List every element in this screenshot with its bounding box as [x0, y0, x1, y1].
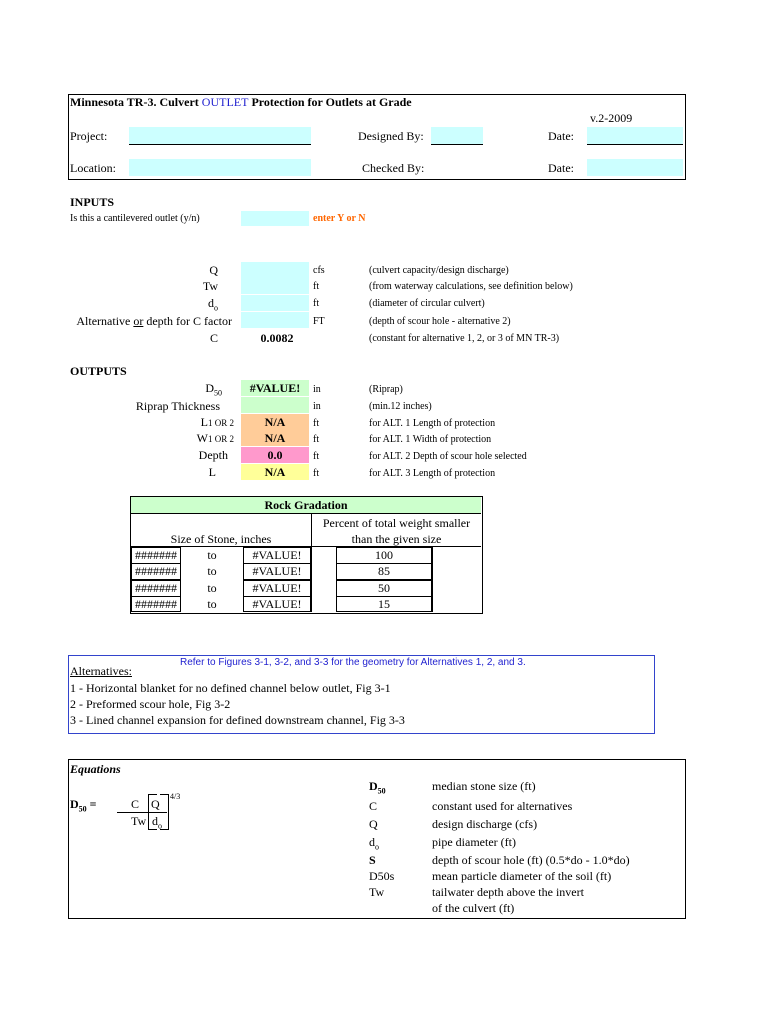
output-l12-value: N/A: [241, 414, 309, 430]
checked-by-label: Checked By:: [362, 161, 425, 175]
def-sym-do: $d_o$: [369, 835, 379, 852]
title-suffix: Protection for Outlets at Grade: [248, 95, 412, 109]
gradation-row-to-word: to: [207, 597, 217, 611]
def-sym-s: S: [369, 853, 376, 867]
def-sym-c: C: [369, 799, 378, 813]
output-w12-value: N/A: [241, 430, 309, 446]
gradation-col2-header-1: Percent of total weight smaller: [322, 516, 471, 530]
input-do-note: (diameter of circular culvert): [369, 298, 485, 309]
input-label-tw: Tw: [202, 279, 218, 293]
def-sym-d50: $D_{50}$: [369, 779, 386, 796]
output-label-w12: W1 OR 2: [196, 431, 234, 445]
alternative-item: 2 - Preformed scour hole, Fig 3-2: [70, 697, 231, 711]
version-label: v.2-2009: [590, 111, 633, 125]
output-depth-unit: ft: [313, 451, 320, 462]
alternative-item: 3 - Lined channel expansion for defined downstream channel, Fig 3-3: [70, 713, 405, 727]
input-tw-unit: ft: [313, 281, 320, 292]
output-depth-note: for ALT. 2 Depth of scour hole selected: [369, 451, 527, 462]
output-label-depth: Depth: [198, 448, 228, 462]
designed-by-label: Designed By:: [358, 129, 424, 143]
gradation-row-pct: 50: [336, 580, 432, 597]
outputs-heading: OUTPUTS: [70, 364, 127, 378]
gradation-title: Rock Gradation: [131, 497, 481, 514]
title-highlight: OUTLET: [201, 95, 249, 109]
location-label: Location:: [70, 161, 116, 175]
gradation-row-to-word: to: [207, 581, 217, 595]
formula-den-tw: Tw: [131, 814, 147, 828]
formula-den-do: $d_o$: [152, 814, 162, 831]
gradation-row-pct: 100: [336, 547, 432, 564]
gradation-row-pct: 15: [336, 596, 432, 612]
def-desc: mean particle diameter of the soil (ft): [432, 869, 612, 883]
output-riprap-value: [241, 397, 309, 413]
output-l12-note: for ALT. 1 Length of protection: [369, 418, 496, 429]
date-input-2[interactable]: [587, 159, 683, 176]
cantilever-input[interactable]: [241, 211, 309, 226]
def-desc-continued: of the culvert (ft): [432, 901, 515, 915]
input-q-unit: cfs: [313, 265, 325, 276]
gradation-row-to-word: to: [207, 564, 217, 578]
gradation-col1-header: Size of Stone, inches: [170, 532, 272, 546]
input-label-q: Q: [209, 263, 218, 277]
input-q-field[interactable]: [241, 262, 309, 278]
input-alt-depth-note: (depth of scour hole - alternative 2): [369, 316, 511, 327]
gradation-row-pct: 85: [336, 563, 432, 580]
location-input[interactable]: [129, 159, 311, 176]
output-label-l3: L: [208, 465, 216, 479]
formula-exponent: 4/3: [170, 792, 181, 801]
output-d50-note: (Riprap): [369, 384, 403, 395]
input-label-alt-depth: Alternative or depth for C factor: [76, 314, 232, 328]
gradation-row-to: #VALUE!: [243, 563, 311, 580]
cantilever-hint: enter Y or N: [313, 213, 366, 224]
gradation-row-from: #######: [131, 547, 181, 564]
input-tw-field[interactable]: [241, 278, 309, 294]
output-d50-value: #VALUE!: [241, 380, 309, 396]
input-do-unit: ft: [313, 298, 320, 309]
gradation-row-to-word: to: [207, 548, 217, 562]
output-d50-unit: in: [313, 384, 321, 395]
def-desc: design discharge (cfs): [432, 817, 538, 831]
output-l3-note: for ALT. 3 Length of protection: [369, 468, 496, 479]
alternative-item: 1 - Horizontal blanket for no defined channel below outlet, Fig 3-1: [70, 681, 391, 695]
gradation-row-to: #VALUE!: [243, 580, 311, 597]
output-riprap-unit: in: [313, 401, 321, 412]
formula-num-q: Q: [151, 797, 160, 811]
output-l3-unit: ft: [313, 468, 320, 479]
formula-lhs: $D_{50}$ =: [70, 797, 97, 814]
date-label-2: Date:: [548, 161, 574, 175]
input-c-note: (constant for alternative 1, 2, or 3 of MN TR-3): [369, 333, 560, 344]
input-do-field[interactable]: [241, 295, 309, 311]
designed-by-input[interactable]: [431, 127, 483, 145]
def-desc: depth of scour hole (ft) (0.5*do - 1.0*do): [432, 853, 630, 867]
formula-num-c: C: [131, 797, 140, 811]
output-w12-unit: ft: [313, 434, 320, 445]
input-q-note: (culvert capacity/design discharge): [369, 265, 509, 276]
def-sym-q: Q: [369, 817, 378, 831]
output-label-d50: $D_{50}$: [205, 381, 222, 398]
input-alt-depth-unit: FT: [313, 316, 325, 327]
input-alt-depth-field[interactable]: [241, 312, 309, 328]
date-label-1: Date:: [548, 129, 574, 143]
gradation-divider-right: [432, 547, 433, 612]
input-c-value: 0.0082: [260, 331, 294, 345]
page-title: [70, 95, 412, 110]
equations-heading: Equations: [70, 762, 121, 776]
def-desc: tailwater depth above the invert: [432, 885, 584, 899]
cantilever-question: Is this a cantilevered outlet (y/n): [70, 213, 200, 224]
gradation-row-to: #VALUE!: [243, 596, 311, 612]
gradation-col2-header-2: than the given size: [351, 532, 442, 546]
def-sym-d50s: D50s: [369, 869, 395, 883]
project-input[interactable]: [129, 127, 311, 145]
date-input-1[interactable]: [587, 127, 683, 145]
def-desc: median stone size (ft): [432, 779, 536, 793]
gradation-row-to: #VALUE!: [243, 547, 311, 564]
def-sym-tw: Tw: [369, 885, 385, 899]
output-depth-value: 0.0: [241, 447, 309, 463]
title-prefix: Minnesota TR-3. Culvert: [70, 95, 202, 109]
def-desc: constant used for alternatives: [432, 799, 573, 813]
input-label-c: C: [209, 331, 218, 345]
project-label: Project:: [70, 129, 108, 143]
inputs-heading: INPUTS: [70, 195, 115, 209]
alternatives-refer-note: Refer to Figures 3-1, 3-2, and 3-3 for the geometry for Alternatives 1, 2, and 3.: [180, 657, 526, 668]
output-label-l12: L1 OR 2: [200, 415, 234, 429]
gradation-row-from: #######: [131, 596, 181, 612]
output-riprap-note: (min.12 inches): [369, 401, 432, 412]
output-w12-note: for ALT. 1 Width of protection: [369, 434, 492, 445]
output-l12-unit: ft: [313, 418, 320, 429]
input-label-do: $d_o$: [208, 296, 218, 313]
gradation-row-from: #######: [131, 563, 181, 580]
output-label-riprap: Riprap Thickness: [135, 399, 220, 413]
input-tw-note: (from waterway calculations, see definition below): [369, 281, 573, 292]
output-l3-value: N/A: [241, 464, 309, 480]
gradation-row-from: #######: [131, 580, 181, 597]
def-desc: pipe diameter (ft): [432, 835, 516, 849]
alternatives-heading: Alternatives:: [70, 664, 132, 678]
